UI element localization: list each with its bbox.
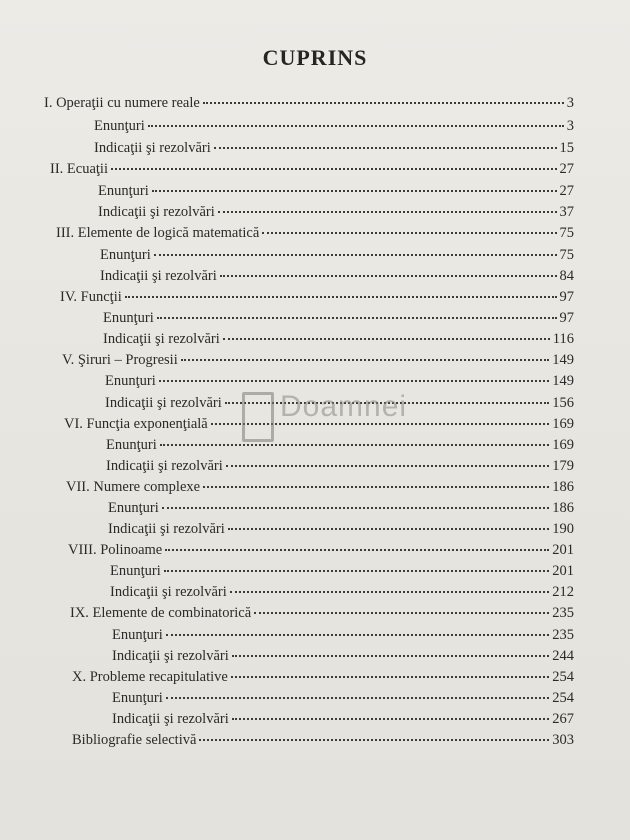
dot-leader	[154, 254, 557, 256]
toc-entry	[112, 626, 574, 644]
toc-entry-label: Enunţuri	[112, 627, 163, 643]
toc-entry-label: Indicaţii şi rezolvări	[112, 648, 229, 664]
dot-leader	[226, 465, 549, 467]
dot-leader	[254, 612, 549, 614]
toc-entry-label: Indicaţii şi rezolvări	[103, 331, 220, 347]
dot-leader	[162, 507, 550, 509]
dot-leader	[111, 168, 557, 170]
toc-entry	[108, 499, 574, 517]
toc-entry-page: 116	[552, 331, 574, 347]
toc-entry-page: 27	[559, 183, 574, 199]
dot-leader	[232, 655, 549, 657]
toc-entry	[72, 668, 574, 686]
dot-leader	[165, 549, 549, 551]
toc-entry-page: 97	[559, 289, 574, 305]
toc-entry-label: Enunţuri	[98, 183, 149, 199]
toc-entry-page: 235	[552, 605, 574, 621]
toc-entry-label: Enunţuri	[103, 310, 154, 326]
toc-entry-page: 27	[559, 161, 574, 177]
toc-entry	[112, 689, 574, 707]
dot-leader	[181, 359, 550, 361]
toc-entry-page: 149	[552, 352, 574, 368]
toc-entry-label: Indicaţii şi rezolvări	[112, 711, 229, 727]
toc-entry-page: 75	[559, 247, 574, 263]
toc-entry	[68, 541, 574, 559]
toc-entry-label: II. Ecuaţii	[50, 161, 108, 177]
dot-leader	[230, 591, 549, 593]
toc-entry	[112, 647, 574, 665]
dot-leader	[166, 634, 550, 636]
toc-entry-page: 75	[559, 225, 574, 241]
toc-entry-page: 303	[552, 732, 574, 748]
toc-entry	[98, 182, 574, 200]
toc-entry	[98, 203, 574, 221]
toc-entry-page: 84	[559, 268, 574, 284]
toc-entry-label: Enunţuri	[94, 118, 145, 134]
toc-entry-page: 3	[566, 95, 574, 111]
toc-entry-label: X. Probleme recapitulative	[72, 669, 228, 685]
toc-entry	[100, 267, 574, 285]
toc-entry	[72, 731, 574, 749]
toc-entry	[103, 330, 574, 348]
toc-entry	[50, 160, 574, 178]
dot-leader	[157, 317, 557, 319]
dot-leader	[164, 570, 550, 572]
toc-entry-page: 244	[552, 648, 574, 664]
toc-entry	[70, 604, 574, 622]
toc-entry-page: 201	[552, 542, 574, 558]
dot-leader	[203, 486, 549, 488]
toc-entry	[44, 94, 574, 112]
toc-entry-page: 169	[552, 437, 574, 453]
toc-entry-page: 156	[552, 395, 574, 411]
toc-entry-label: Indicaţii şi rezolvări	[94, 140, 211, 156]
toc-entry-label: Indicaţii şi rezolvări	[105, 395, 222, 411]
toc-entry-label: Enunţuri	[110, 563, 161, 579]
toc-entry-page: 37	[559, 204, 574, 220]
toc-entry-label: VII. Numere complexe	[66, 479, 201, 495]
dot-leader	[218, 211, 557, 213]
toc-entry-label: Enunţuri	[105, 373, 156, 389]
dot-leader	[220, 275, 557, 277]
toc-entry-label: Indicaţii şi rezolvări	[98, 204, 215, 220]
toc-entry	[94, 139, 574, 157]
toc-entry-label: Enunţuri	[106, 437, 157, 453]
toc-entry-page: 3	[566, 118, 574, 134]
toc-entry-label: Enunţuri	[100, 247, 151, 263]
dot-leader	[232, 718, 549, 720]
dot-leader	[166, 697, 550, 699]
toc-entry	[110, 583, 574, 601]
toc-entry-page: 179	[552, 458, 574, 474]
toc-entry	[112, 710, 574, 728]
toc-entry-page: 201	[552, 563, 574, 579]
toc-entry-page: 15	[559, 140, 574, 156]
toc-entry-label: V. Şiruri – Progresii	[62, 352, 178, 368]
toc-entry	[103, 309, 574, 327]
toc-entry-page: 186	[552, 500, 574, 516]
toc-entry	[56, 224, 574, 242]
toc-entry-label: I. Operaţii cu numere reale	[44, 95, 200, 111]
toc-entry-page: 235	[552, 627, 574, 643]
watermark	[242, 382, 410, 452]
dot-leader	[148, 125, 564, 127]
toc-entry	[100, 246, 574, 264]
toc-entry	[60, 288, 574, 306]
toc-entry-label: Indicaţii şi rezolvări	[100, 268, 217, 284]
toc-entry	[62, 351, 574, 369]
toc-entry-page: 186	[552, 479, 574, 495]
toc-entry	[94, 117, 574, 135]
toc-entry-label: Indicaţii şi rezolvări	[110, 584, 227, 600]
toc-entry-page: 254	[552, 669, 574, 685]
dot-leader	[214, 147, 557, 149]
toc-entry-label: III. Elemente de logică matematică	[56, 225, 260, 241]
dot-leader	[223, 338, 550, 340]
toc-entry-page: 212	[552, 584, 574, 600]
toc-entry	[108, 520, 574, 538]
toc-entry-page: 169	[552, 416, 574, 432]
toc-entry-page: 254	[552, 690, 574, 706]
toc-entry	[66, 478, 574, 496]
dot-leader	[203, 102, 564, 104]
toc-entry-label: Bibliografie selectivă	[72, 732, 197, 748]
toc-entry-label: Enunţuri	[108, 500, 159, 516]
watermark-text: Doamnei	[280, 390, 408, 423]
toc-entry-page: 149	[552, 373, 574, 389]
toc-entry-label: VI. Funcţia exponenţială	[64, 416, 208, 432]
toc-entry-label: IV. Funcţii	[60, 289, 122, 305]
toc-entry-label: Indicaţii şi rezolvări	[108, 521, 225, 537]
toc-entry	[110, 562, 574, 580]
toc-entry-page: 267	[552, 711, 574, 727]
watermark-logo-icon	[242, 392, 274, 442]
toc-entry	[106, 457, 574, 475]
page-title: CUPRINS	[262, 45, 368, 70]
dot-leader	[125, 296, 557, 298]
dot-leader	[262, 232, 556, 234]
dot-leader	[228, 528, 549, 530]
dot-leader	[152, 190, 557, 192]
toc-entry-label: VIII. Polinoame	[68, 542, 163, 558]
toc-entry-label: Enunţuri	[112, 690, 163, 706]
dot-leader	[231, 676, 549, 678]
toc-entry-label: Indicaţii şi rezolvări	[106, 458, 223, 474]
toc-entry-page: 97	[559, 310, 574, 326]
toc-entry-page: 190	[552, 521, 574, 537]
dot-leader	[199, 739, 549, 741]
toc-entry-label: IX. Elemente de combinatorică	[70, 605, 252, 621]
